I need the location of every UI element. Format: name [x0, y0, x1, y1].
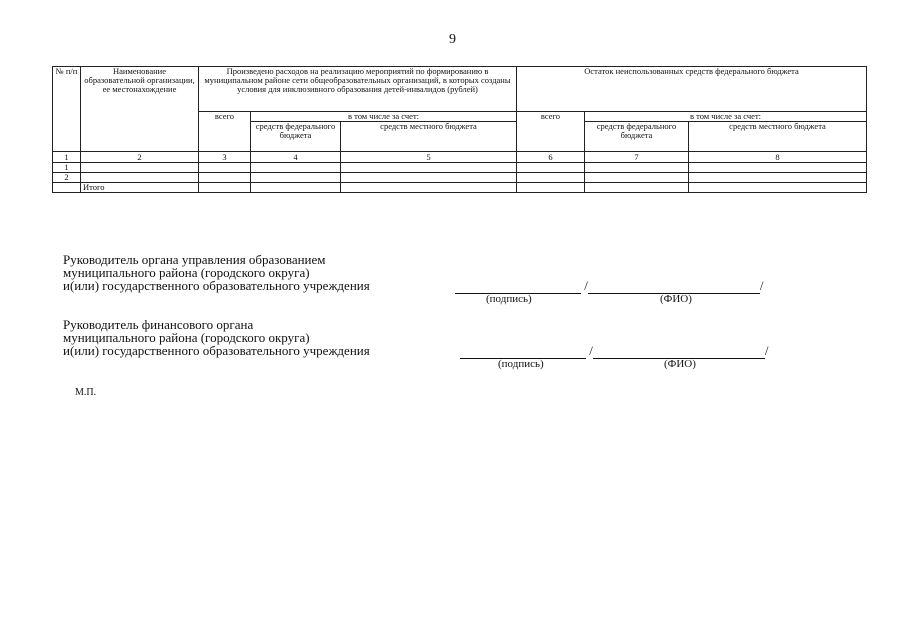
- signature-title-line: и(или) государственного образовательного учреждения: [63, 343, 370, 358]
- table-row: [53, 163, 867, 173]
- column-number: 2: [81, 152, 199, 163]
- header-balance-federal: средств федерального бюджета: [585, 122, 689, 152]
- row-num: 2: [53, 173, 81, 183]
- column-number: 8: [689, 152, 867, 163]
- header-row-1: [53, 67, 867, 112]
- signature-title-line: муниципального района (городского округа): [63, 330, 310, 345]
- row-name: [81, 163, 199, 173]
- table-cell: [585, 173, 689, 183]
- row-num: 1: [53, 163, 81, 173]
- header-name: Наименование образовательной организации, ее местонахождение: [81, 67, 199, 152]
- header-expenses-local: средств местного бюджета: [341, 122, 517, 152]
- name-caption: (ФИО): [660, 293, 692, 305]
- signature-title-line: Руководитель органа управления образованием: [63, 252, 326, 267]
- table-cell: [251, 173, 341, 183]
- total-row: [53, 183, 867, 193]
- row-name-total: Итого: [81, 183, 199, 193]
- table-cell: [517, 183, 585, 193]
- table-cell: [341, 173, 517, 183]
- signature-title-line: муниципального района (городского округа): [63, 265, 310, 280]
- header-balance-total: всего: [517, 112, 585, 152]
- report-table: [52, 66, 867, 193]
- header-expenses-total: всего: [199, 112, 251, 152]
- table-cell: [517, 163, 585, 173]
- signature-block-education: [63, 253, 370, 292]
- column-number: 6: [517, 152, 585, 163]
- header-num: № п/п: [53, 67, 81, 152]
- column-number: 3: [199, 152, 251, 163]
- header-expenses: Произведено расходов на реализацию мероприятий по формированию в муниципальном районе сети общеобразовательных организаций, в которых созданы условия для инклюзивного образования детей-инвалидов (рублей): [199, 67, 517, 112]
- row-num: [53, 183, 81, 193]
- table-cell: [689, 173, 867, 183]
- header-expenses-federal: средств федерального бюджета: [251, 122, 341, 152]
- signature-field-education: / /: [455, 278, 764, 294]
- page-number: 9: [449, 32, 456, 47]
- table-cell: [199, 183, 251, 193]
- table-cell: [585, 163, 689, 173]
- header-balance-including: в том числе за счет:: [585, 112, 867, 122]
- name-caption: (ФИО): [664, 358, 696, 370]
- header-balance: Остаток неиспользованных средств федерального бюджета: [517, 67, 867, 112]
- column-number: 4: [251, 152, 341, 163]
- table-cell: [199, 163, 251, 173]
- column-number-row: [53, 152, 867, 163]
- stamp-place: М.П.: [75, 387, 97, 398]
- header-balance-local: средств местного бюджета: [689, 122, 867, 152]
- signature-caption: (подпись): [498, 358, 544, 370]
- column-number: 7: [585, 152, 689, 163]
- table-cell: [517, 173, 585, 183]
- signature-title-line: Руководитель финансового органа: [63, 317, 254, 332]
- header-expenses-including: в том числе за счет:: [251, 112, 517, 122]
- signature-block-finance: [63, 318, 370, 357]
- table-cell: [199, 173, 251, 183]
- signature-field-finance: / /: [460, 343, 769, 359]
- table-cell: [251, 183, 341, 193]
- column-number: 1: [53, 152, 81, 163]
- table-cell: [341, 183, 517, 193]
- table-cell: [689, 163, 867, 173]
- table-cell: [689, 183, 867, 193]
- row-name: [81, 173, 199, 183]
- signature-title-line: и(или) государственного образовательного учреждения: [63, 278, 370, 293]
- column-number: 5: [341, 152, 517, 163]
- table-cell: [341, 163, 517, 173]
- table-cell: [251, 163, 341, 173]
- table-row: [53, 173, 867, 183]
- table-cell: [585, 183, 689, 193]
- signature-caption: (подпись): [486, 293, 532, 305]
